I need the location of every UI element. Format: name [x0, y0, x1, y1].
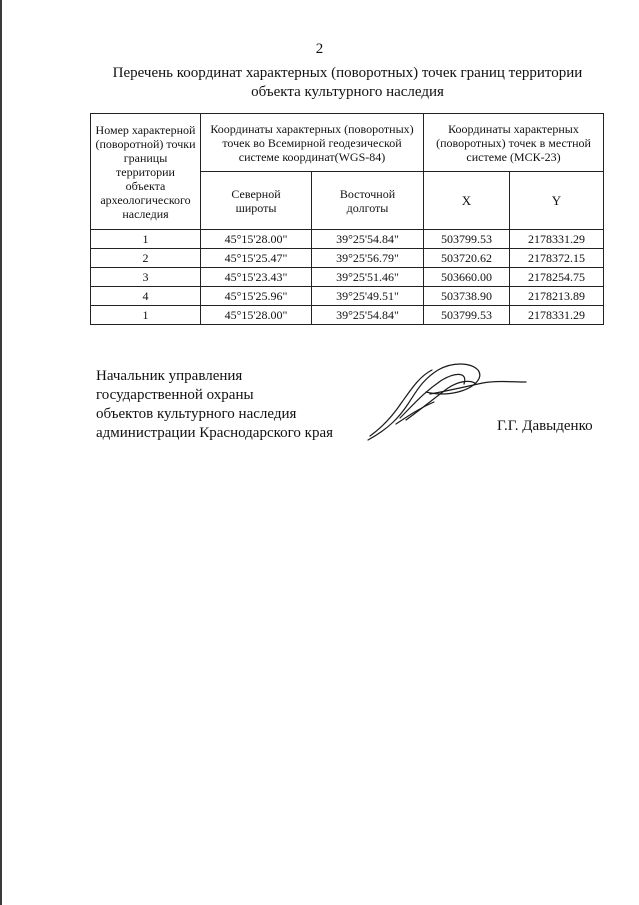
document-title	[60, 64, 635, 102]
position-line-1: Начальник управления	[96, 368, 243, 384]
page-number: 2	[315, 41, 324, 57]
cell-latitude: 45°15'25.96"	[201, 287, 312, 306]
subheader-x: X	[424, 172, 510, 230]
cell-x: 503660.00	[424, 268, 510, 287]
cell-y: 2178372.15	[510, 249, 604, 268]
table-row	[91, 268, 604, 287]
cell-x: 503799.53	[424, 230, 510, 249]
cell-point-number: 2	[91, 249, 201, 268]
title-line-2: объекта культурного наследия	[251, 84, 444, 100]
cell-longitude: 39°25'54.84"	[312, 306, 424, 325]
cell-x: 503799.53	[424, 306, 510, 325]
table-row	[91, 306, 604, 325]
cell-y: 2178331.29	[510, 306, 604, 325]
position-line-4: администрации Краснодарского края	[96, 425, 334, 441]
cell-y: 2178213.89	[510, 287, 604, 306]
cell-point-number: 4	[91, 287, 201, 306]
table-row	[91, 230, 604, 249]
cell-longitude: 39°25'56.79"	[312, 249, 424, 268]
cell-x: 503738.90	[424, 287, 510, 306]
position-line-3: объектов культурного наследия	[96, 406, 297, 422]
cell-longitude: 39°25'54.84"	[312, 230, 424, 249]
table-row	[91, 249, 604, 268]
cell-longitude: 39°25'49.51"	[312, 287, 424, 306]
cell-latitude: 45°15'25.47"	[201, 249, 312, 268]
header-wgs84: Координаты характерных (поворотных) точек во Всемирной геодезической системе координат(WGS-84)	[201, 114, 424, 172]
subheader-east-longitude: Восточной долготы	[312, 172, 424, 230]
cell-x: 503720.62	[424, 249, 510, 268]
signatory-name: Г.Г. Давыденко	[497, 418, 593, 434]
header-point-number: Номер характерной (поворотной) точки границы территории объекта археологического наследия	[91, 114, 201, 230]
table-row	[91, 287, 604, 306]
cell-longitude: 39°25'51.46"	[312, 268, 424, 287]
subheader-north-latitude: Северной широты	[201, 172, 312, 230]
cell-y: 2178331.29	[510, 230, 604, 249]
title-line-1: Перечень координат характерных (поворотных) точек границ территории	[112, 65, 583, 81]
coordinates-table	[90, 113, 604, 325]
header-msk23: Координаты характерных (поворотных) точек в местной системе (МСК-23)	[424, 114, 604, 172]
cell-point-number: 3	[91, 268, 201, 287]
cell-latitude: 45°15'28.00"	[201, 306, 312, 325]
cell-y: 2178254.75	[510, 268, 604, 287]
signatory-position	[96, 367, 333, 443]
cell-latitude: 45°15'28.00"	[201, 230, 312, 249]
scan-left-edge	[0, 0, 2, 905]
cell-point-number: 1	[91, 230, 201, 249]
cell-point-number: 1	[91, 306, 201, 325]
subheader-y: Y	[510, 172, 604, 230]
position-line-2: государственной охраны	[96, 387, 254, 403]
cell-latitude: 45°15'23.43"	[201, 268, 312, 287]
